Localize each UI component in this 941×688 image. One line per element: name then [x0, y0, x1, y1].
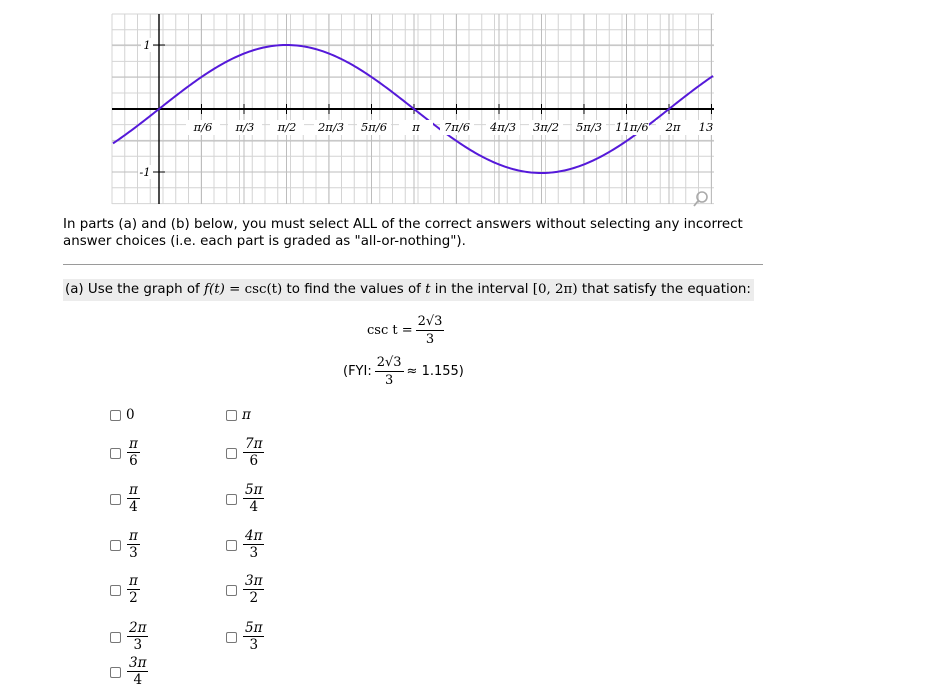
x-label: π/6	[193, 120, 213, 134]
x-label: 4π/3	[489, 120, 517, 134]
answer-numerator: π	[129, 436, 138, 452]
question-t: t	[425, 282, 431, 297]
answer-checkbox[interactable]	[110, 410, 121, 421]
fyi-approx: ≈ 1.155)	[406, 363, 464, 379]
x-label: 3π/2	[532, 120, 560, 134]
fyi-note	[343, 351, 464, 391]
equation-fraction	[416, 314, 445, 347]
equation-denominator: 3	[425, 331, 435, 347]
sine-graph	[0, 0, 941, 215]
x-tick-labels	[186, 120, 723, 135]
x-label: 2π	[665, 120, 681, 134]
answer-checkbox[interactable]	[226, 410, 237, 421]
answer-checkbox[interactable]	[226, 448, 237, 459]
answer-option[interactable]	[110, 407, 135, 423]
x-label: 11π/6	[615, 120, 649, 134]
x-label: π/2	[277, 120, 297, 134]
answer-label: 0	[126, 407, 135, 423]
answer-fraction	[127, 436, 140, 469]
answer-option[interactable]	[226, 573, 264, 606]
fyi-fraction	[375, 355, 404, 388]
answer-fraction	[127, 528, 140, 561]
answer-option[interactable]	[226, 482, 264, 515]
x-label: 13	[698, 120, 714, 134]
answer-numerator: 5π	[245, 620, 263, 636]
question-eq: =	[224, 282, 245, 297]
answer-option[interactable]	[110, 620, 148, 653]
x-label: π	[412, 120, 420, 134]
question-prefix: (a) Use the graph of	[65, 282, 205, 297]
answer-fraction	[127, 620, 148, 653]
answer-numerator: 5π	[245, 482, 263, 498]
instructions-text: In parts (a) and (b) below, you must select ALL of the correct answers without selecting any incorrect answer choices (i.e. each part is graded as "all-or-nothing").	[63, 217, 743, 249]
answer-denominator: 2	[249, 590, 259, 606]
fyi-label: (FYI:	[343, 363, 372, 379]
equation-numerator: 2√3	[417, 313, 443, 329]
answer-option[interactable]	[226, 620, 264, 653]
answer-fraction	[243, 482, 264, 515]
answer-checkbox[interactable]	[110, 448, 121, 459]
answer-option[interactable]	[110, 482, 140, 515]
answer-label: π	[242, 407, 251, 423]
answer-option[interactable]	[110, 436, 140, 469]
answer-denominator: 6	[129, 453, 138, 469]
answer-checkbox[interactable]	[110, 632, 121, 643]
answer-checkbox[interactable]	[226, 585, 237, 596]
answer-denominator: 2	[129, 590, 138, 606]
answer-numerator: 2π	[129, 620, 147, 636]
answer-denominator: 3	[133, 637, 143, 653]
answer-numerator: 4π	[245, 528, 263, 544]
answer-checkbox[interactable]	[110, 494, 121, 505]
question-interval: [0, 2π)	[532, 282, 578, 297]
answer-checkbox[interactable]	[110, 540, 121, 551]
question-suffix: that satisfy the equation:	[577, 282, 751, 297]
section-divider	[63, 264, 763, 265]
answer-numerator: π	[129, 573, 138, 589]
x-label: 7π/6	[443, 120, 471, 134]
answer-numerator: 3π	[129, 655, 147, 671]
answer-fraction	[243, 573, 264, 606]
fyi-numerator: 2√3	[376, 354, 402, 370]
answer-fraction	[127, 573, 140, 606]
x-label: 5π/3	[575, 120, 603, 134]
answer-fraction	[243, 620, 264, 653]
question-middle: to find the values of	[282, 282, 426, 297]
question-csc: csc(t)	[244, 282, 283, 297]
y-label-1: 1	[143, 38, 151, 52]
answer-numerator: π	[129, 528, 138, 544]
answer-checkbox[interactable]	[110, 667, 121, 678]
answer-option[interactable]	[226, 528, 264, 561]
answer-fraction	[243, 528, 264, 561]
answer-option[interactable]	[226, 407, 251, 423]
answer-numerator: π	[129, 482, 138, 498]
answer-checkbox[interactable]	[110, 585, 121, 596]
answer-denominator: 3	[129, 545, 138, 561]
answer-fraction	[243, 436, 264, 469]
x-label: 5π/6	[360, 120, 388, 134]
answer-denominator: 4	[249, 499, 259, 515]
answer-checkbox[interactable]	[226, 540, 237, 551]
fyi-denominator: 3	[384, 372, 394, 388]
answer-numerator: 3π	[245, 573, 263, 589]
answer-fraction	[127, 482, 140, 515]
answer-checkbox[interactable]	[226, 632, 237, 643]
answer-denominator: 4	[129, 499, 138, 515]
answer-denominator: 3	[249, 637, 259, 653]
x-label: 2π/3	[317, 120, 345, 134]
answer-numerator: 7π	[245, 436, 263, 452]
answer-checkbox[interactable]	[226, 494, 237, 505]
answer-option[interactable]	[226, 436, 264, 469]
answer-denominator: 3	[249, 545, 259, 561]
question-middle2: in the interval	[430, 282, 533, 297]
question-a	[63, 279, 754, 301]
answer-option[interactable]	[110, 528, 140, 561]
answer-denominator: 6	[249, 453, 259, 469]
answer-denominator: 4	[133, 672, 143, 688]
equation-lhs: csc t =	[367, 322, 413, 338]
x-label: π/3	[235, 120, 255, 134]
target-equation	[367, 310, 447, 350]
answer-option[interactable]	[110, 573, 140, 606]
question-f: f(t)	[204, 282, 225, 297]
y-label-neg1: -1	[139, 165, 151, 179]
